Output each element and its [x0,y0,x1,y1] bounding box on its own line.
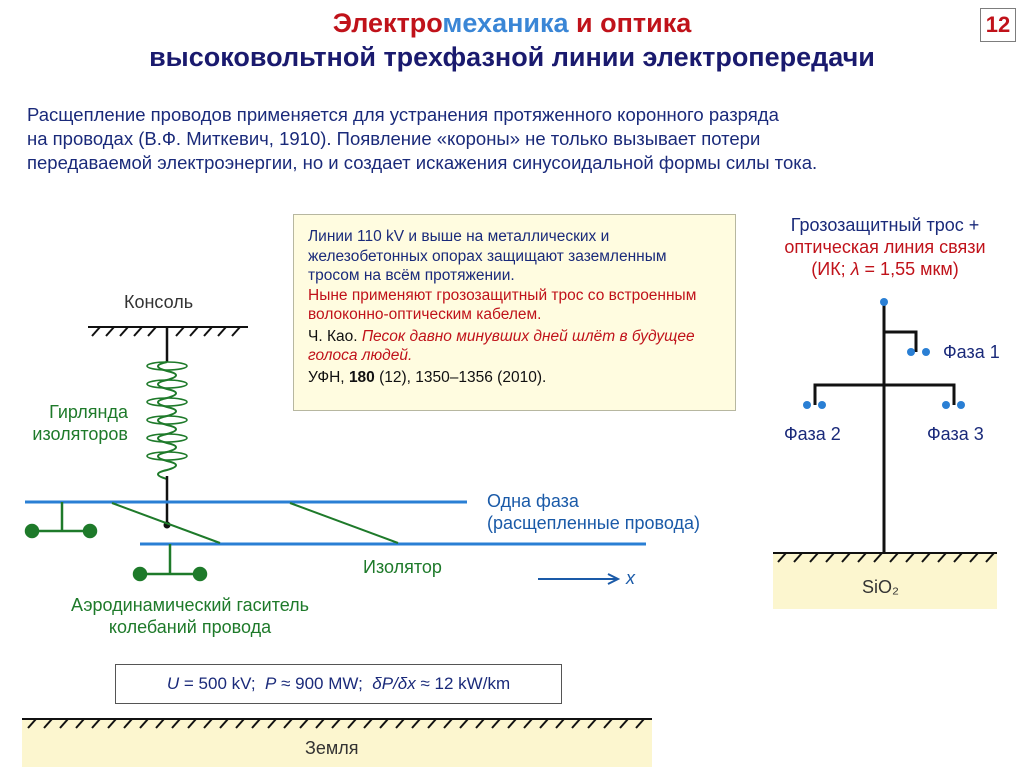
phase-1-label: Фаза 1 [943,342,1000,362]
lambda-symbol: λ [850,259,860,279]
x-axis-label: x [626,568,635,588]
earth-label: Земля [305,738,359,758]
garland-label [28,401,128,445]
quote-author: Ч. Као. [308,327,362,345]
ground-cable-label [740,214,1024,280]
garland-label-line-1: Гирлянда [49,402,128,422]
title-part-electro: Электро [332,8,443,38]
phase-1-conductors [907,348,930,356]
intro-line-1: Расщепление проводов применяется для устранения протяженного коронного разряда [27,104,779,125]
aerodynamic-damper-2 [134,544,206,580]
x-axis-arrow [538,574,618,584]
cable-line3-post: = 1,55 мкм) [859,259,959,279]
one-phase-line-1: Одна фаза [487,491,579,511]
formula-box [115,664,562,704]
cable-line3-pre: (ИК; [811,259,851,279]
earth-hatch [22,719,652,728]
ref-rest: (12), 1350–1356 (2010). [374,368,547,386]
formula-p: P [265,674,277,693]
title-part-mechanics: механика [442,8,569,38]
intro-line-2: на проводах (В.Ф. Миткевич, 1910). Появление «короны» не только вызывает потери [27,128,761,149]
quote-blue-text: Линии 110 kV и выше на металлических и железобетонных опорах защищают заземленным тросом на всём протяжении. [308,228,667,284]
insulator-label: Изолятор [363,557,442,577]
ref-volume: 180 [348,368,375,386]
damper-label [30,594,350,638]
insulator-garland [147,327,187,529]
tower-ground-hatch [773,553,997,562]
formula-u: U [166,674,180,693]
cable-label-line-1: Грозозащитный трос + [790,215,980,235]
damper-label-line-2: колебаний провода [108,617,272,637]
damper-label-line-1: Аэродинамический гаситель [70,595,310,615]
quote-red-text: Ныне применяют грозозащитный трос со встроенным волоконно-оптическим кабелем. [308,286,697,323]
ground-wire-point [880,298,888,306]
phase-2-label: Фаза 2 [784,424,841,444]
console-label: Консоль [124,292,194,312]
intro-line-3: передаваемой электроэнергии, но и создает искажения синусоидальной формы силы тока. [27,152,818,173]
page-subtitle: высоковольтной трехфазной линии электропередачи [149,42,875,72]
cable-label-line-3 [740,258,1024,280]
aerodynamic-damper-1 [26,502,96,537]
slide-number: 12 [980,8,1016,42]
formula-p-val: ≈ 900 MW; [276,674,373,693]
title-part-optics: и оптика [568,8,692,38]
formula-u-val: = 500 kV; [179,674,266,693]
one-phase-line-2: (расщепленные провода) [487,513,700,533]
garland-label-line-2: изоляторов [32,424,128,444]
ref-prefix: УФН, [308,368,349,386]
cable-label-line-2: оптическая линия связи [784,237,986,257]
formula-dp-val: ≈ 12 kW/km [415,674,511,693]
one-phase-label [487,490,700,534]
formula-dp: δP/δx [372,674,416,693]
quote-book-title: Песок давно минувших дней шлёт в будущее голоса людей. [308,327,695,364]
phase-3-label: Фаза 3 [927,424,984,444]
sio2-label: SiO₂ [862,577,899,597]
